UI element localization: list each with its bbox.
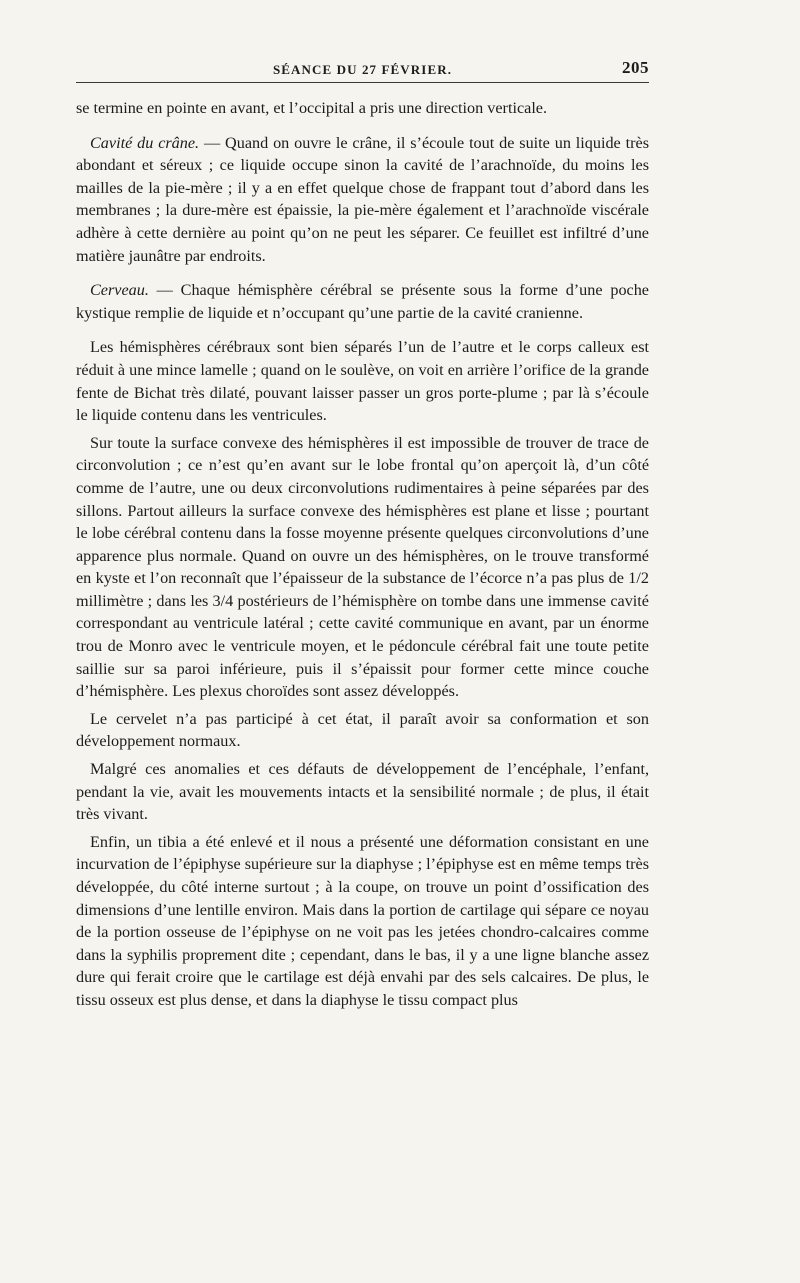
page-header xyxy=(76,58,649,83)
paragraph-cerveau xyxy=(76,279,649,324)
document-page xyxy=(76,58,649,1012)
section-heading: Cerveau. xyxy=(90,281,149,300)
paragraph-tibia xyxy=(76,831,649,1012)
paragraph-anomalies xyxy=(76,758,649,826)
paragraph-text: Les hémisphères cérébraux sont bien séparés l’un de l’autre et le corps calleux est réduit à une mince lamelle ; quand on le soulève, on voit en arrière l’orifice de la grande fente de Bichat très dilaté, pouvant laisser passer un gros porte-plume ; par là s’écoule le liquide contenu dans les ventricules. xyxy=(76,338,649,425)
paragraph-text: Sur toute la surface convexe des hémisphères il est impossible de trouver de trace de circonvolution ; ce n’est qu’en avant sur le lobe frontal qu’on aperçoit là, d’un côté comme de l’autre, une ou deux circonvolutions rudimentaires à peine séparées par des sillons. Partout ailleurs la surface convexe des hémisphères est plane et lisse ; pourtant le lobe cérébral contenu dans la fosse moyenne présente quelques circonvolutions d’une apparence plus normale. Quand on ouvre un des hémisphères, on le trouve transformé en kyste et l’on reconnaît que l’épaisseur de la substance de l’écorce n’a pas plus de 1/2 millimètre ; dans les 3/4 postérieurs de l’hémisphère on tombe dans une immense cavité correspondant au ventricule latéral ; cette cavité communique en avant, par un énorme trou de Monro avec le ventricule moyen, et le pédoncule cérébral fait une toute petite saillie sur sa paroi inférieure, puis il s’épaissit pour former cette mince couche d’hémisphère. Les plexus choroïdes sont assez développés. xyxy=(76,433,649,701)
paragraph-surface-convexe xyxy=(76,432,649,703)
paragraph-cavite-du-crane xyxy=(76,132,649,268)
paragraph-cervelet xyxy=(76,708,649,753)
paragraph-continuation xyxy=(76,97,649,120)
paragraph-text: Le cervelet n’a pas participé à cet état, il paraît avoir sa conformation et son développement normaux. xyxy=(76,709,649,751)
body-text xyxy=(76,97,649,1012)
paragraph-text: — Chaque hémisphère cérébral se présente sous la forme d’une poche kystique remplie de liquide et n’occupant qu’une partie de la cavité cranienne. xyxy=(76,281,649,322)
running-head: SÉANCE DU 27 FÉVRIER. xyxy=(272,62,453,77)
paragraph-hemispheres xyxy=(76,336,649,426)
paragraph-text: Malgré ces anomalies et ces défauts de développement de l’encéphale, l’enfant, pendant la vie, avait les mouvements intacts et la sensibilité normale ; de plus, il était très vivant. xyxy=(76,760,649,824)
paragraph-text: se termine en pointe en avant, et l’occipital a pris une direction verticale. xyxy=(76,99,548,117)
paragraph-text: — Quand on ouvre le crâne, il s’écoule tout de suite un liquide très abondant et séreux ; ce liquide occupe sinon la cavité de l’arachnoïde, du moins les mailles de la pie-mère ; il y a en effet quelque chose de frappant tout d’abord dans les membranes ; la dure-mère est épaissie, la pie-mère également et l’arachnoïde viscérale adhère à cette dernière au point qu’on ne peut les séparer. Ce feuillet est infiltré d’une matière jaunâtre par endroits. xyxy=(76,133,649,265)
paragraph-text: Enfin, un tibia a été enlevé et il nous a présenté une déformation consistant en une incurvation de l’épiphyse supérieure sur la diaphyse ; l’épiphyse est en même temps très développée, du côté interne surtout ; à la coupe, on trouve un point d’ossification des dimensions d’une lentille environ. Mais dans la portion de cartilage qui sépare ce noyau de la portion osseuse de l’épiphyse on ne voit pas les jetées chondro-calcaires comme dans la syphilis proprement dite ; cependant, dans le bas, il y a une ligne blanche assez dure qui ferait croire que le cartilage est déjà envahi par des sels calcaires. De plus, le tissu osseux est plus dense, et dans la diaphyse le tissu compact plus xyxy=(76,832,649,1009)
page-number: 205 xyxy=(622,58,649,77)
section-heading: Cavité du crâne. xyxy=(90,133,200,152)
